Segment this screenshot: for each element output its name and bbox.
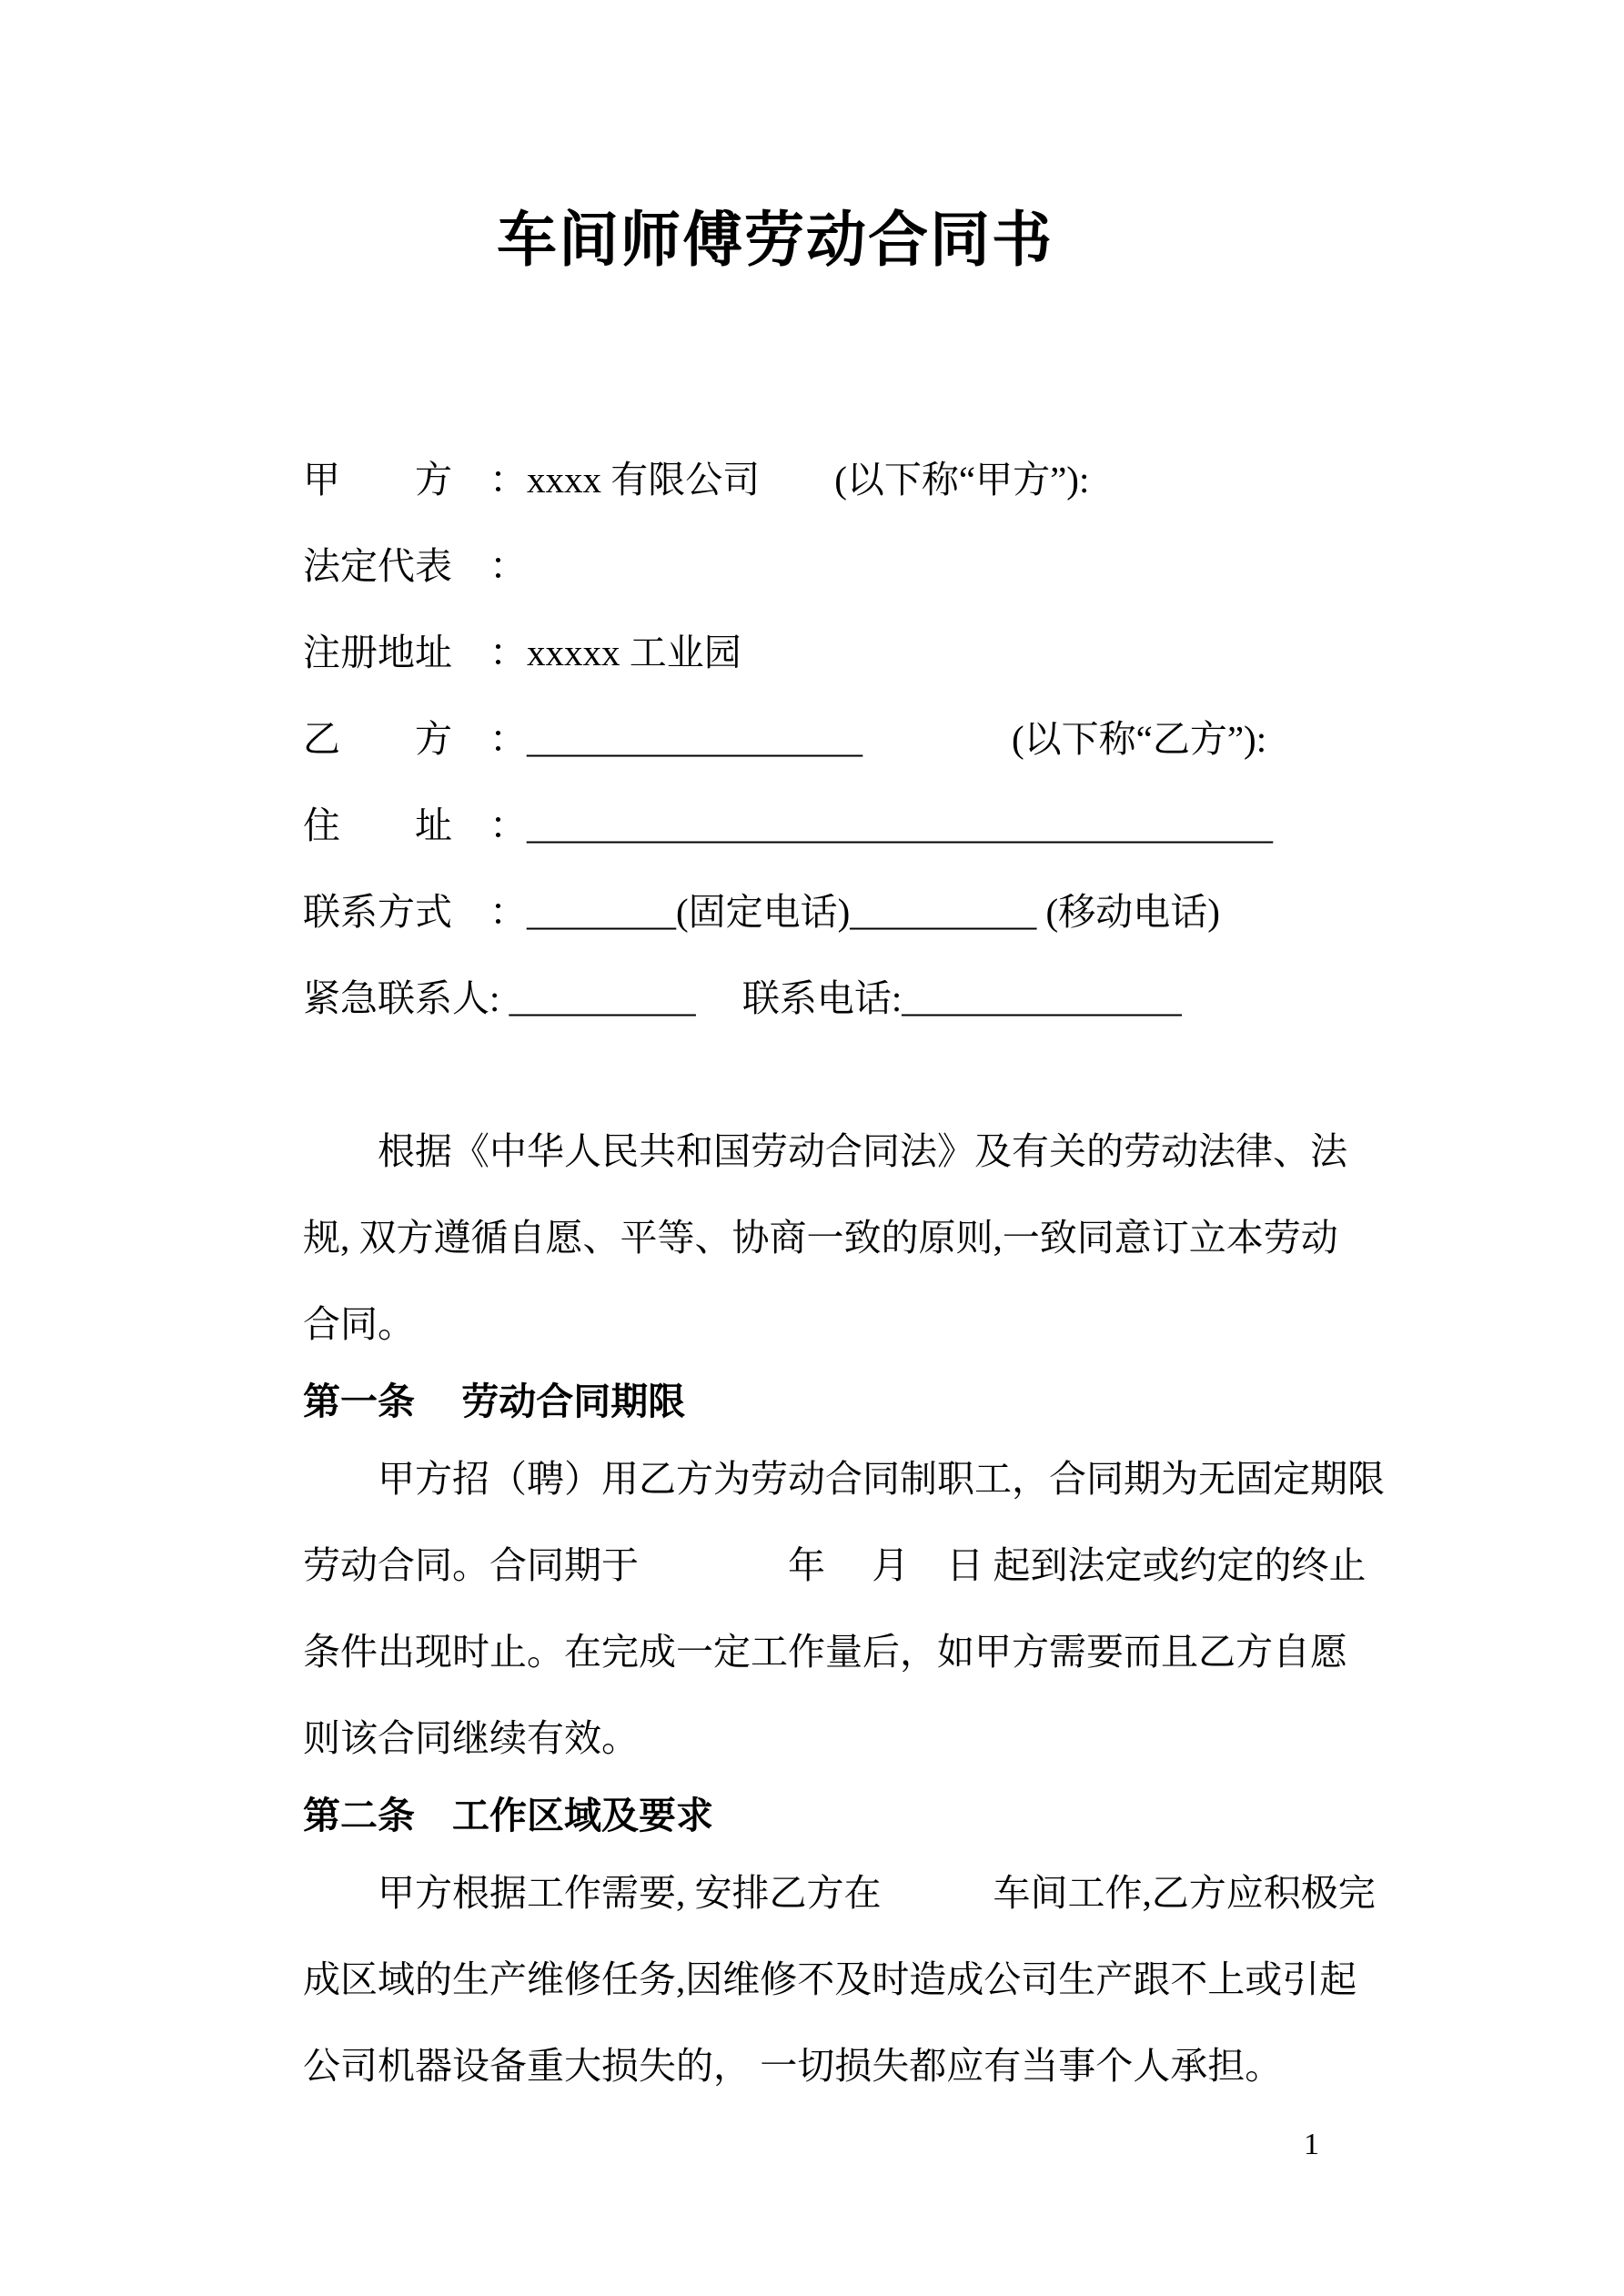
page-number: 1 [1304,2128,1319,2161]
party-info-block [0,437,1624,1042]
emergency-contact-line: 紧急联系人: __________ 联系电话:_______________ [303,977,1182,1019]
preamble-line-3: 合同。 [303,1303,415,1345]
document-title: 车间师傅劳动合同书 [497,207,1054,274]
preamble-paragraph [0,1108,1624,1368]
party-a-line: 甲 方 ：xxxx 有限公司 (以下称“甲方”): [303,459,1090,501]
section-2-line-1: 甲方根据工作需要, 安排乙方在 车间工作,乙方应积极完 [303,1872,1376,1914]
section-1-line-1: 甲方招（聘）用乙方为劳动合同制职工，合同期为无固定期限 [303,1458,1385,1500]
section-2-work-area [0,1782,1624,2109]
registered-address-line: 注册地址 ：xxxxx 工业园 [303,632,741,673]
preamble-line-1: 根据《中华人民共和国劳动合同法》及有关的劳动法律、法 [303,1130,1347,1172]
section-1-line-2: 劳动合同。合同期于 年 月 日 起到法定或约定的终止 [303,1544,1367,1586]
section-2-heading: 第二条 工作区域及要求 [303,1795,713,1836]
party-b-line: 乙 方 ：__________________ (以下称“乙方”): [303,718,1267,760]
legal-representative-line: 法定代表 ： [303,545,527,587]
contact-method-line: 联系方式 ：________(固定电话)__________ (移动电话) [303,891,1220,933]
section-1-line-3: 条件出现时止。在完成一定工作量后，如甲方需要而且乙方自愿 [303,1631,1347,1673]
section-2-line-3: 公司机器设备重大损失的， 一切损失都应有当事个人承担。 [303,2045,1283,2087]
section-1-contract-term [0,1368,1624,1782]
residence-address-line: 住 址 ：________________________________________ [303,804,1273,846]
section-2-line-2: 成区域的生产维修任务,因维修不及时造成公司生产跟不上或引起 [303,1958,1357,2000]
preamble-line-2: 规, 双方遵循自愿、平等、协商一致的原则,一致同意订立本劳动 [303,1217,1338,1259]
section-1-line-4: 则该合同继续有效。 [303,1717,639,1759]
section-1-heading: 第一条 劳动合同期限 [303,1381,686,1422]
